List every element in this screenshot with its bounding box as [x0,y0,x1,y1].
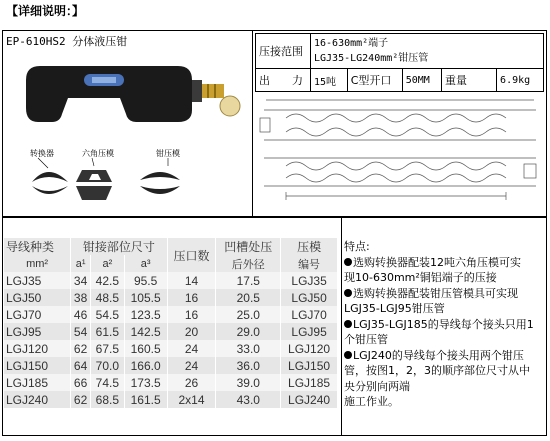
table-cell: 173.5 [124,374,167,391]
spec-range-label: 压接范围 [256,34,311,69]
bullet-icon [344,351,352,359]
table-cell: 161.5 [124,391,167,408]
table-cell: 38 [71,289,91,306]
table-cell: 70.0 [91,357,125,374]
table-cell: 61.5 [91,323,125,340]
table-cell: 17.5 [216,272,281,289]
crimp-tube-drawing [256,88,544,212]
header-die: 压模 [281,238,338,255]
table-cell: 43.0 [216,391,281,408]
spec-range-tube: LGJ35-LG240mm²钳压管 [314,53,429,64]
table-cell: 54.5 [91,306,125,323]
product-photo [8,50,246,212]
subheader-unit: mm² [4,255,71,272]
table-row [4,340,338,357]
table-cell: LGJ95 [4,323,71,340]
feature-line-10: 施工作业。 [344,395,399,408]
table-cell: LGJ120 [281,340,338,357]
label-crimp-die: 钳压模 [156,149,180,158]
table-row [4,289,338,306]
table-cell: 42.5 [91,272,125,289]
table-cell: LGJ70 [281,306,338,323]
table-cell: LGJ240 [4,391,71,408]
table-cell: 16 [167,289,216,306]
feature-line-8: 管，按图1，2，3的顺序部位尺寸从中 [344,364,530,377]
subheader-a1: a¹ [71,255,91,272]
table-cell: 54 [71,323,91,340]
table-cell: LGJ120 [4,340,71,357]
divider-vertical-bottom [341,218,342,436]
table-cell: LGJ35 [4,272,71,289]
table-cell: 16 [167,306,216,323]
bullet-icon [344,258,352,266]
table-row [4,391,338,408]
bullet-icon [344,289,352,297]
table-cell: 36.0 [216,357,281,374]
table-cell: LGJ150 [281,357,338,374]
table-cell: 160.5 [124,340,167,357]
table-cell: 29.0 [216,323,281,340]
table-cell: 166.0 [124,357,167,374]
table-cell: 39.0 [216,374,281,391]
table-cell: 123.5 [124,306,167,323]
subheader-outer-diameter: 后外径 [216,255,281,272]
feature-line-2: 现10-630mm²铜铝端子的压接 [344,271,497,284]
table-row [4,306,338,323]
table-cell: 95.5 [124,272,167,289]
spec-weight-value: 6.9kg [497,69,544,92]
table-cell: 26 [167,374,216,391]
spec-range-terminal: 16-630mm²端子 [314,38,389,49]
table-cell: LGJ150 [4,357,71,374]
spec-force-value: 15吨 [311,69,348,92]
spec-weight-label: 重量 [442,69,497,92]
header-groove-diameter: 凹槽处压 [216,238,281,255]
table-cell: 105.5 [124,289,167,306]
table-cell: 20.5 [216,289,281,306]
feature-line-9: 央分别向两端 [344,379,410,393]
table-cell: LGJ185 [281,374,338,391]
label-hex-die: 六角压模 [82,149,114,158]
subheader-a3: a³ [124,255,167,272]
feature-line-1: 选购转换器配装12吨六角压模可实 [344,255,547,271]
header-crimp-size: 钳接部位尺寸 [71,238,167,255]
dimension-rows [4,272,338,408]
table-row [4,323,338,340]
section-heading: 【详细说明：】 [6,4,85,18]
table-cell: LGJ50 [281,289,338,306]
spec-opening-value: 50MM [402,69,441,92]
feature-line-4: LGJ35-LGJ95钳压管 [344,302,445,315]
product-model: EP-610HS2 分体液压钳 [6,35,128,48]
table-cell: LGJ35 [281,272,338,289]
table-cell: 2x14 [167,391,216,408]
spec-table [255,33,544,92]
table-cell: 74.5 [91,374,125,391]
table-cell: LGJ240 [281,391,338,408]
table-cell: 142.5 [124,323,167,340]
subheader-die-number: 编号 [281,255,338,272]
header-crimp-count: 压口数 [167,238,216,272]
spec-opening-label: C型开口 [347,69,402,92]
feature-line-3: 选购转换器配装钳压管模具可实现 [344,286,547,302]
table-cell: 25.0 [216,306,281,323]
subheader-a2: a² [91,255,125,272]
table-cell: 14 [167,272,216,289]
table-cell: LGJ185 [4,374,71,391]
table-cell: 67.5 [91,340,125,357]
table-cell: LGJ70 [4,306,71,323]
table-cell: 46 [71,306,91,323]
feature-line-7: LGJ240的导线每个接头用两个钳压 [344,348,547,364]
table-cell: 62 [71,340,91,357]
feature-line-5: LGJ35-LGJ185的导线每个接头只用1 [344,317,547,333]
table-cell: LGJ50 [4,289,71,306]
spec-force-label: 出 力 [256,69,311,92]
bullet-icon [344,320,352,328]
spec-range-values [311,34,544,69]
table-row [4,357,338,374]
table-cell: 20 [167,323,216,340]
table-row [4,374,338,391]
features-title: 特点: [344,240,370,253]
table-cell: 24 [167,357,216,374]
table-cell: 34 [71,272,91,289]
feature-line-6: 个钳压管 [344,333,388,346]
table-cell: 48.5 [91,289,125,306]
divider-vertical-top [252,30,253,216]
table-row [4,272,338,289]
table-cell: 62 [71,391,91,408]
label-converter: 转换器 [30,149,54,158]
header-wire-type: 导线种类 [4,238,71,255]
dimension-table [4,238,338,408]
table-cell: 33.0 [216,340,281,357]
table-cell: 66 [71,374,91,391]
table-cell: 68.5 [91,391,125,408]
table-cell: 64 [71,357,91,374]
divider-horizontal [2,216,547,218]
features-section [344,239,547,410]
table-cell: LGJ95 [281,323,338,340]
table-cell: 24 [167,340,216,357]
